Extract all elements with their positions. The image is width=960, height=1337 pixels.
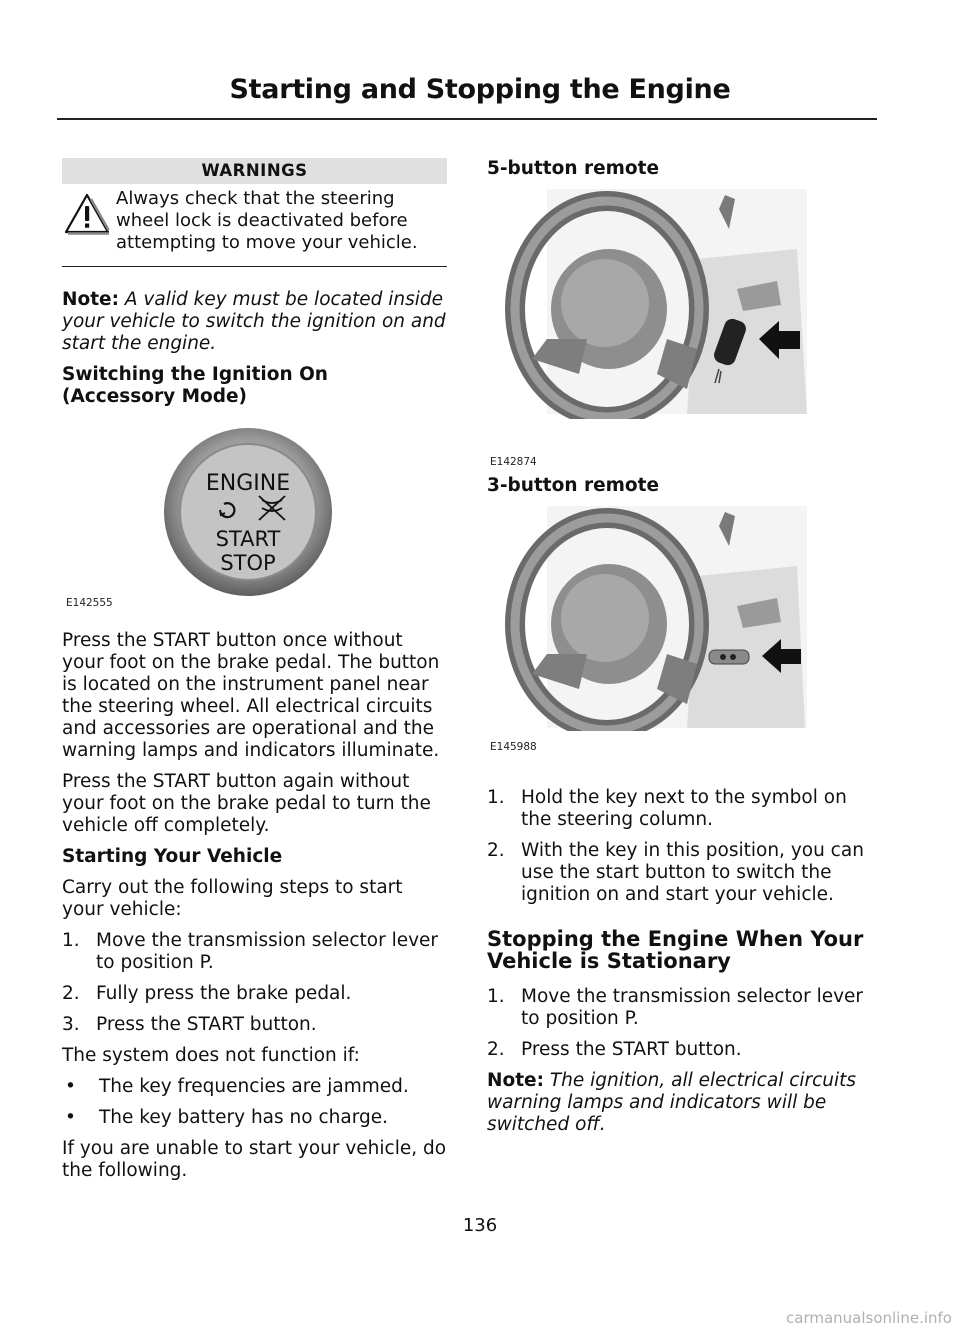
right-column	[487, 158, 877, 1145]
step-number: 1.	[487, 986, 505, 1007]
stopping-heading: Stopping the Engine When Your Vehicle is Stationary	[487, 927, 864, 973]
accessory-para-2: Press the START button again without your foot on the brake pedal to turn the vehicle off completely.	[62, 771, 431, 836]
remote-3-heading: 3-button remote	[487, 475, 660, 496]
button-label-engine: ENGINE	[205, 471, 291, 496]
list-item	[62, 1107, 447, 1129]
remote-3-figure	[487, 506, 877, 751]
page-number: 136	[462, 1215, 498, 1236]
list-item	[62, 1076, 447, 1098]
warnings-box	[62, 158, 447, 267]
title-divider	[57, 118, 877, 120]
starting-steps	[62, 930, 447, 1036]
note-text: A valid key must be located inside your vehicle to switch the ignition on and start the engine.	[62, 289, 446, 354]
step-text: With the key in this position, you can use the start button to switch the ignition on and start your vehicle.	[521, 840, 864, 905]
bullet-text: The key battery has no charge.	[99, 1107, 388, 1128]
step-number: 1.	[487, 787, 505, 808]
step-number: 2.	[62, 983, 80, 1004]
stopping-steps	[487, 986, 877, 1061]
step-number: 2.	[487, 840, 505, 861]
step-text: Press the START button.	[96, 1014, 317, 1035]
bullet-mark: •	[65, 1076, 76, 1097]
list-item	[62, 1014, 447, 1036]
remote-5-heading: 5-button remote	[487, 158, 660, 179]
button-label-stop: STOP	[220, 551, 276, 575]
step-number: 1.	[62, 930, 80, 951]
bullet-mark: •	[65, 1107, 76, 1128]
note-label: Note:	[62, 289, 119, 310]
accessory-para-1: Press the START button once without your foot on the brake pedal. The button is located on the instrument panel near the steering wheel. All electrical circuits and accessories are operational and the warning lamps and indicators illuminate.	[62, 630, 440, 761]
warnings-text: Always check that the steering wheel lock is deactivated before attempting to move your vehicle.	[116, 188, 418, 253]
step-text: Hold the key next to the symbol on the steering column.	[521, 787, 847, 830]
list-item	[62, 983, 447, 1005]
page-title: Starting and Stopping the Engine	[229, 74, 731, 105]
step-number: 2.	[487, 1039, 505, 1060]
list-item	[487, 1039, 877, 1061]
warnings-body	[62, 188, 447, 267]
start-button-figure	[62, 420, 447, 610]
step-text: Fully press the brake pedal.	[96, 983, 352, 1004]
key-steps	[487, 787, 877, 906]
step-text: Move the transmission selector lever to position P.	[521, 986, 864, 1029]
unable-to-start-text: If you are unable to start your vehicle, do the following.	[62, 1138, 447, 1181]
accessory-mode-heading: Switching the Ignition On (Accessory Mode)	[62, 364, 328, 407]
list-item	[62, 930, 447, 974]
note-ignition	[62, 289, 447, 355]
bullet-text: The key frequencies are jammed.	[99, 1076, 409, 1097]
engine-start-stop-button-illustration	[62, 420, 447, 610]
list-item	[487, 986, 877, 1030]
steering-wheel-3-button-illustration	[487, 506, 807, 731]
not-function-text: The system does not function if:	[62, 1045, 360, 1066]
note-text: The ignition, all electrical circuits warning lamps and indicators will be switched off.	[487, 1070, 857, 1135]
remote-5-figure	[487, 189, 877, 468]
list-item	[487, 840, 877, 906]
figure-code: E142555	[66, 597, 113, 609]
step-text: Move the transmission selector lever to position P.	[96, 930, 439, 973]
starting-heading: Starting Your Vehicle	[62, 846, 283, 867]
note-label: Note:	[487, 1070, 544, 1091]
figure-code: E142874	[490, 456, 537, 468]
note-stopping	[487, 1070, 877, 1136]
starting-intro: Carry out the following steps to start your vehicle:	[62, 877, 403, 920]
step-text: Press the START button.	[521, 1039, 742, 1060]
warnings-heading: WARNINGS	[62, 158, 447, 184]
figure-code: E145988	[490, 741, 537, 753]
left-column	[62, 158, 447, 1191]
not-function-bullets	[62, 1076, 447, 1129]
steering-wheel-5-button-illustration	[487, 189, 807, 419]
button-label-start: START	[215, 527, 281, 551]
list-item	[487, 787, 877, 831]
watermark: carmanualsonline.info	[786, 1309, 952, 1327]
step-number: 3.	[62, 1014, 80, 1035]
warning-triangle-icon	[62, 190, 112, 238]
